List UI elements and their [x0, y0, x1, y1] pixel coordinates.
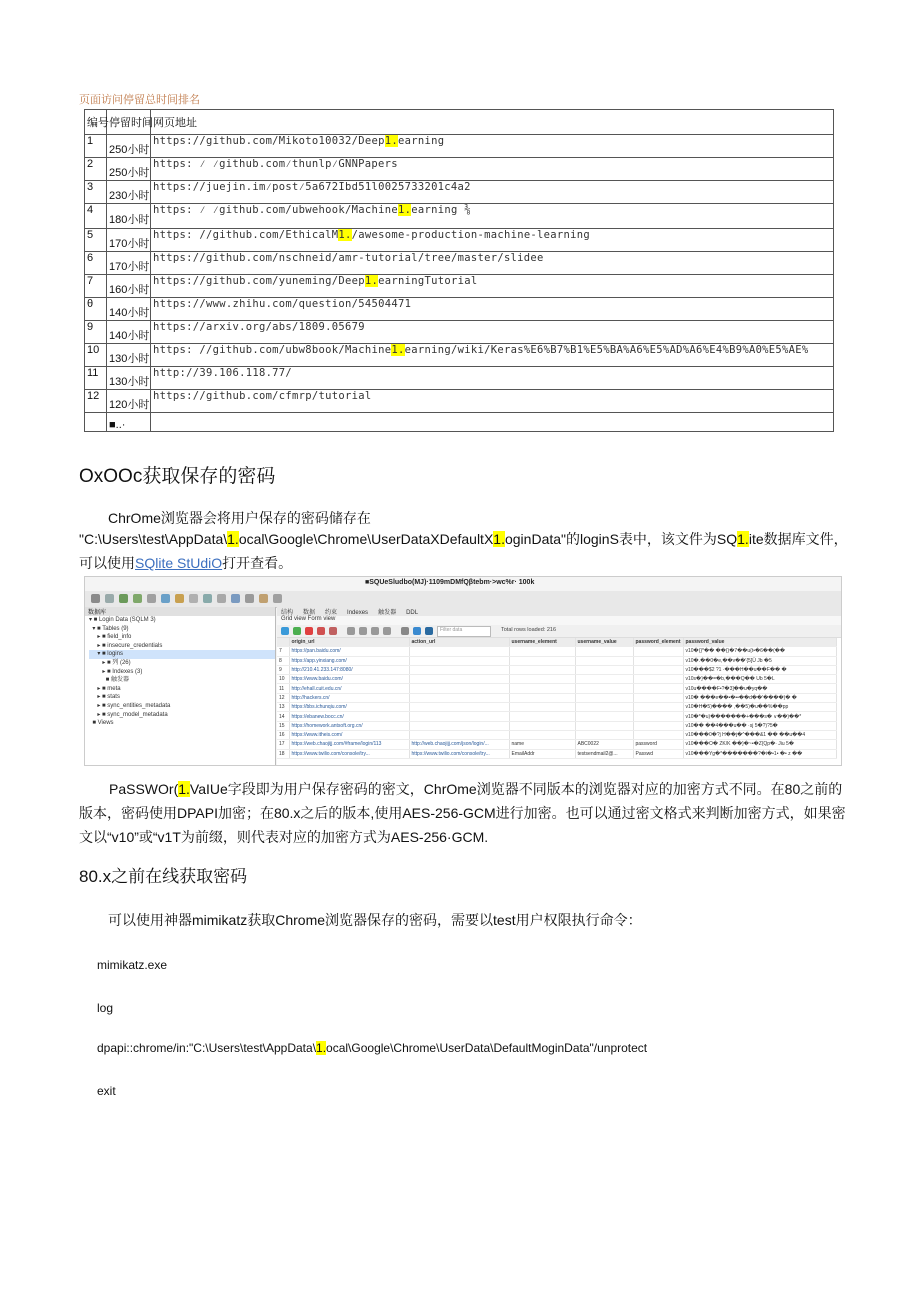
tree-item[interactable]: ▾ ■ Tables (9): [89, 625, 129, 632]
grid-cell[interactable]: v10� ���e��•�••��d��'����)� �: [683, 693, 837, 702]
table-row: [85, 321, 834, 344]
highlight: 1.: [316, 1041, 327, 1055]
grid-cell[interactable]: https://pan.baidu.com/: [289, 647, 409, 656]
grid-cell[interactable]: 8: [277, 656, 289, 665]
page-url: [151, 275, 834, 298]
commit-icon[interactable]: [317, 627, 325, 635]
highlight: 1.: [384, 135, 399, 147]
stay-time: 250小时: [107, 135, 151, 158]
grid-row[interactable]: [277, 703, 837, 712]
grid-cell[interactable]: [409, 656, 509, 665]
sqlite-studio-screenshot: [84, 576, 842, 766]
paragraph-password-value: [79, 777, 849, 849]
toolbar-icon[interactable]: [175, 594, 184, 603]
refresh-icon[interactable]: [281, 627, 289, 635]
grid-cell[interactable]: [575, 693, 633, 702]
grid-cell[interactable]: [633, 675, 683, 684]
url-text: earning ⅜: [411, 204, 471, 216]
page-url: [151, 390, 834, 413]
tree-item[interactable]: ▸ ■ Indexes (3): [89, 668, 143, 675]
grid-row[interactable]: [277, 740, 837, 749]
grid-row[interactable]: [277, 647, 837, 656]
grid-cell[interactable]: [509, 647, 575, 656]
header-time: 停留时间: [107, 110, 151, 135]
toolbar-icon[interactable]: [161, 594, 170, 603]
stay-time: 130小时: [107, 344, 151, 367]
grid-cell[interactable]: v10���Yg�*�������?�i�•1• �• z ��: [683, 749, 837, 758]
delete-row-icon[interactable]: [305, 627, 313, 635]
grid-row[interactable]: [277, 721, 837, 730]
url-text: https://github.com/cfmrp/tutorial: [153, 390, 372, 402]
toolbar-icon[interactable]: [91, 594, 100, 603]
text: ChrOme浏览器会将用户保存的密码储存在: [108, 510, 371, 526]
grid-cell[interactable]: 18: [277, 749, 289, 758]
toolbar-icon[interactable]: [273, 594, 282, 603]
toolbar-icon[interactable]: [217, 594, 226, 603]
url-text: https://github.com/Mikoto10032/Deep: [153, 135, 385, 147]
page-url: [151, 158, 834, 181]
grid-cell[interactable]: [409, 703, 509, 712]
command-line: log: [97, 1001, 114, 1015]
grid-cell[interactable]: [575, 703, 633, 712]
stay-time: 140小时: [107, 298, 151, 321]
url-text: earning: [398, 135, 445, 147]
page-url: [151, 413, 834, 432]
tab[interactable]: Indexes: [347, 610, 369, 616]
text: dpapi::chrome/in:"C:\Users\test\AppData\: [97, 1041, 317, 1055]
page-url: [151, 204, 834, 229]
stay-time: 130小时: [107, 367, 151, 390]
grid-column-header[interactable]: username_value: [575, 638, 633, 647]
url-text: /awesome-production-machine-learning: [351, 229, 591, 241]
stay-time: 180小时: [107, 204, 151, 229]
grid-cell[interactable]: 16: [277, 730, 289, 739]
grid-cell[interactable]: https://www.baidu.com/: [289, 675, 409, 684]
grid-column-header[interactable]: action_url: [409, 638, 509, 647]
toolbar-icon[interactable]: [119, 594, 128, 603]
filter-input[interactable]: Filter data: [437, 626, 491, 637]
tab[interactable]: 触发器: [378, 610, 397, 616]
grid-cell[interactable]: [575, 675, 633, 684]
grid-row[interactable]: [277, 749, 837, 758]
grid-cell[interactable]: http://web.chaojijj.com/json/login/...: [409, 740, 509, 749]
row-number: 12: [85, 390, 107, 413]
stay-time: 160小时: [107, 275, 151, 298]
row-number: 6: [85, 252, 107, 275]
grid-cell[interactable]: [409, 721, 509, 730]
grid-cell[interactable]: [575, 721, 633, 730]
grid-cell[interactable]: http://210.41.233.147:8080/: [289, 665, 409, 674]
highlight: 1.: [397, 204, 412, 216]
grid-cell[interactable]: v10�H�5)���� ,��5)�u��%��pp: [683, 703, 837, 712]
highlight: 1.: [338, 229, 352, 241]
grid-cell[interactable]: 10: [277, 675, 289, 684]
grid-row[interactable]: [277, 665, 837, 674]
grid-cell[interactable]: https://ebanew.bocc.cn/: [289, 712, 409, 721]
grid-cell[interactable]: password: [633, 740, 683, 749]
toolbar-icon[interactable]: [231, 594, 240, 603]
url-text: https: //github.com/EthicalM: [153, 229, 339, 241]
grid-cell[interactable]: EmailAddr: [509, 749, 575, 758]
table-row: [85, 413, 834, 432]
tree-item[interactable]: ▸ ■ meta: [89, 685, 121, 692]
tab[interactable]: 约束: [325, 610, 338, 616]
grid-cell[interactable]: 13: [277, 703, 289, 712]
command-line: mimikatz.exe: [97, 958, 168, 972]
stay-time: 170小时: [107, 229, 151, 252]
grid-column-header[interactable]: origin_url: [289, 638, 409, 647]
row-number: 11: [85, 367, 107, 390]
grid-cell[interactable]: name: [509, 740, 575, 749]
page-url: [151, 321, 834, 344]
table-row: [85, 181, 834, 204]
page-url: [151, 298, 834, 321]
url-text: https: //github.com/ubw8book/Machine: [153, 344, 392, 356]
text: PaSSWOr(: [109, 781, 179, 797]
url-text: http://39.106.118.77/: [153, 367, 293, 379]
table-row: [85, 135, 834, 158]
grid-header-row: [277, 638, 837, 647]
table-row: [85, 229, 834, 252]
page-url: [151, 229, 834, 252]
grid-cell[interactable]: https://www.twilio.com/console/try...: [289, 749, 409, 758]
grid-cell[interactable]: [633, 665, 683, 674]
table-row: [85, 252, 834, 275]
section-heading-get-password: OxOOc获取保存的密码: [79, 466, 276, 487]
stay-time: ■..·: [107, 413, 151, 432]
grid-cell[interactable]: 15: [277, 721, 289, 730]
tree-item[interactable]: ▸ ■ field_info: [89, 634, 132, 641]
text: ite数据库文件，可以使用: [79, 531, 848, 571]
last-page-icon[interactable]: [383, 627, 391, 635]
command-line: [97, 1041, 647, 1055]
stay-time: 120小时: [107, 390, 151, 413]
table-header-row: [85, 110, 834, 135]
tab-bar: [277, 607, 841, 616]
grid-cell[interactable]: [633, 721, 683, 730]
highlight: 1.: [391, 344, 405, 356]
grid-cell[interactable]: 17: [277, 740, 289, 749]
grid-cell[interactable]: [409, 712, 509, 721]
grid-cell[interactable]: [575, 730, 633, 739]
grid-cell[interactable]: [409, 730, 509, 739]
table-caption: 页面访问停留总时间排名: [79, 94, 200, 106]
highlight: 1.: [737, 531, 749, 547]
view-tabs[interactable]: Grid view Form view: [277, 616, 841, 625]
grid-cell[interactable]: [509, 703, 575, 712]
visit-ranking-table: [84, 109, 834, 432]
row-number: 1: [85, 135, 107, 158]
row-number: 7: [85, 275, 107, 298]
header-url: 网页地址: [151, 110, 834, 135]
grid-cell[interactable]: 12: [277, 693, 289, 702]
grid-cell[interactable]: v10u����F•?�3]��u�yq��: [683, 684, 837, 693]
grid-cell[interactable]: https://www.itheis.com/: [289, 730, 409, 739]
grid-cell[interactable]: http://ehall.cuit.edu.cn/: [289, 684, 409, 693]
grid-cell[interactable]: [509, 665, 575, 674]
stay-time: 140小时: [107, 321, 151, 344]
text: "C:\Users\test\AppData\: [79, 531, 228, 547]
grid-cell[interactable]: 11: [277, 684, 289, 693]
row-number: 5: [85, 229, 107, 252]
grid-cell[interactable]: [633, 703, 683, 712]
panel-title: 数据库: [85, 607, 275, 616]
url-text: https://juejin.im⁄post⁄5a672Ibd51l0025733201c4a2: [153, 181, 471, 193]
grid-cell[interactable]: [575, 665, 633, 674]
grid-cell[interactable]: https://www.twilio.com/console/try...: [409, 749, 509, 758]
grid-cell[interactable]: [633, 693, 683, 702]
toolbar-icon[interactable]: [259, 594, 268, 603]
header-no: 编号: [85, 110, 107, 135]
grid-cell[interactable]: [409, 675, 509, 684]
row-number: 10: [85, 344, 107, 367]
tab[interactable]: 结构: [281, 610, 294, 616]
grid-cell[interactable]: v10���0�?j H��j�^���&1 �� ��u��4: [683, 730, 837, 739]
tree-item[interactable]: ▾ ■ Login Data (SQLM 3): [89, 617, 156, 623]
page-url: [151, 344, 834, 367]
grid-row[interactable]: [277, 712, 837, 721]
next-page-icon[interactable]: [371, 627, 379, 635]
grid-column-header[interactable]: password_element: [633, 638, 683, 647]
text: ocal\Google\Chrome\UserDataXDefaultX: [238, 531, 494, 547]
grid-cell[interactable]: [575, 656, 633, 665]
tree-item[interactable]: ▸ ■ sync_model_metadata: [89, 711, 168, 718]
row-number: 2: [85, 158, 107, 181]
grid-cell[interactable]: [633, 712, 683, 721]
grid-row[interactable]: [277, 656, 837, 665]
add-row-icon[interactable]: [293, 627, 301, 635]
export-icon[interactable]: [401, 627, 409, 635]
toolbar-icon[interactable]: [133, 594, 142, 603]
grid-row[interactable]: [277, 730, 837, 739]
stay-time: 250小时: [107, 158, 151, 181]
url-text: https://github.com/yuneming/Deep: [153, 275, 365, 287]
database-panel: [85, 607, 276, 765]
command-line: exit: [97, 1084, 116, 1098]
rollback-icon[interactable]: [329, 627, 337, 635]
grid-cell[interactable]: [633, 684, 683, 693]
filter-icon[interactable]: [413, 627, 421, 635]
grid-row[interactable]: [277, 675, 837, 684]
tree-item[interactable]: ▾ ■ logins: [89, 650, 275, 659]
grid-cell[interactable]: [509, 712, 575, 721]
grid-cell[interactable]: [575, 647, 633, 656]
total-rows: Total rows loaded: 216: [501, 627, 557, 633]
tree-item[interactable]: ▸ ■ sync_entities_metadata: [89, 702, 171, 709]
grid-toolbar: [277, 625, 841, 638]
grid-cell[interactable]: http://hackers.cn/: [289, 693, 409, 702]
stay-time: 230小时: [107, 181, 151, 204]
grid-cell[interactable]: v10���O� ZK/K ��}�~•�Z{Qp�· Jiu 5�: [683, 740, 837, 749]
grid-cell[interactable]: Passwd: [633, 749, 683, 758]
grid-column-header[interactable]: [277, 638, 289, 647]
highlight: 1.: [493, 531, 505, 547]
grid-cell[interactable]: [575, 684, 633, 693]
grid-cell[interactable]: https://web.chaojijj.com/#frame/login/113: [289, 740, 409, 749]
toolbar-icon[interactable]: [203, 594, 212, 603]
grid-cell[interactable]: https://app.yinxiang.com/: [289, 656, 409, 665]
url-text: earning/wiki/Keras%E6%B7%B1%E5%BA%A6%E5%AD%A6%E4%B9%A0%E5%AE%: [404, 344, 809, 356]
row-number: 9: [85, 321, 107, 344]
tree-item[interactable]: ▸ ■ stats: [89, 694, 120, 701]
url-text: https://github.com/nschneid/amr-tutorial/tree/master/slidee: [153, 252, 544, 264]
table-row: [85, 367, 834, 390]
tree-item[interactable]: ▸ ■ 列 (26): [89, 659, 131, 666]
tab[interactable]: DDL: [406, 610, 419, 616]
table-row: [85, 204, 834, 229]
highlight: 1.: [178, 781, 190, 797]
row-number: 4: [85, 204, 107, 229]
grid-cell[interactable]: 14: [277, 712, 289, 721]
grid-cell[interactable]: https://homework.antsoft.org.cn/: [289, 721, 409, 730]
tree-item[interactable]: ■ Views: [89, 720, 114, 727]
grid-cell[interactable]: [509, 693, 575, 702]
grid-cell[interactable]: [409, 665, 509, 674]
database-tree: [85, 616, 275, 728]
tree-item[interactable]: ▸ ■ insecure_credentials: [89, 642, 163, 649]
grid-cell[interactable]: v10s�}��=�b,���Q�� Ub 5�L: [683, 675, 837, 684]
toolbar-icon[interactable]: [105, 594, 114, 603]
grid-cell[interactable]: [575, 712, 633, 721]
grid-cell[interactable]: 7: [277, 647, 289, 656]
grid-cell[interactable]: [409, 693, 509, 702]
grid-cell[interactable]: [509, 684, 575, 693]
grid-cell[interactable]: [509, 730, 575, 739]
grid-cell[interactable]: [409, 684, 509, 693]
grid-cell[interactable]: [633, 656, 683, 665]
row-number: [85, 413, 107, 432]
url-text: https: ⁄ ⁄github.com⁄thunlp⁄GNNPapers: [153, 158, 398, 170]
toolbar-icon[interactable]: [189, 594, 198, 603]
text: 打开查看。: [222, 555, 293, 571]
grid-cell[interactable]: ABC0022: [575, 740, 633, 749]
table-row: [85, 158, 834, 181]
search-icon[interactable]: [425, 627, 433, 635]
row-number: θ: [85, 298, 107, 321]
grid-cell[interactable]: v10�.��0�e,��v��'{5]Ü Jb �5: [683, 656, 837, 665]
toolbar-icon[interactable]: [147, 594, 156, 603]
grid-cell[interactable]: [509, 656, 575, 665]
grid-column-header[interactable]: password_value: [683, 638, 837, 647]
prev-page-icon[interactable]: [359, 627, 367, 635]
paragraph-mimikatz: 可以使用神器mimikatz获取Chrome浏览器保存的密码，需要以test用户权限执行命令：: [108, 912, 642, 928]
section-heading-online: 80.x之前在线获取密码: [79, 867, 248, 886]
grid-cell[interactable]: [509, 675, 575, 684]
grid-cell[interactable]: [633, 730, 683, 739]
grid-cell[interactable]: v10���$2 ?1 ·���H��u��F�� �: [683, 665, 837, 674]
text: oginData"的loginS表中，该文件为SQ: [504, 531, 738, 547]
grid-cell[interactable]: [509, 721, 575, 730]
login-data-grid: [277, 638, 837, 759]
sqlite-studio-link[interactable]: SQlite StUdiO: [135, 555, 223, 571]
table-row: [85, 390, 834, 413]
highlight: 1.: [364, 275, 379, 287]
data-panel: [277, 607, 841, 765]
table-row: [85, 275, 834, 298]
grid-cell[interactable]: v10�(}*�� ��{)�7��u{t•�6��(��: [683, 647, 837, 656]
table-row: [85, 298, 834, 321]
highlight: 1.: [227, 531, 239, 547]
stay-time: 170小时: [107, 252, 151, 275]
toolbar: [85, 591, 841, 608]
paragraph-login-data-path: [79, 527, 849, 575]
grid-row[interactable]: [277, 684, 837, 693]
grid-row[interactable]: [277, 693, 837, 702]
tab[interactable]: 数据: [303, 610, 316, 616]
grid-cell[interactable]: v10�*�u)�������+���s� ∨��)��*: [683, 712, 837, 721]
first-page-icon[interactable]: [347, 627, 355, 635]
grid-cell[interactable]: [633, 647, 683, 656]
page-url: [151, 252, 834, 275]
url-text: https: ⁄ ⁄github.com/ubwehook/Machine: [153, 204, 398, 216]
grid-cell[interactable]: 9: [277, 665, 289, 674]
tree-item[interactable]: ■ 触发器: [89, 677, 129, 684]
grid-cell[interactable]: [409, 647, 509, 656]
url-text: earningTutorial: [378, 275, 478, 287]
toolbar-icon[interactable]: [245, 594, 254, 603]
grid-cell[interactable]: https://bbs.ichunqiu.com/: [289, 703, 409, 712]
text: VaIUe字段即为用户保存密码的密文，ChrOme浏览器不同版本的浏览器对应的加密方式不同。在80之前的版本，密码使用DPAPI加密；在80.x之后的版本,使用AES-256-GCM进行加密。也可以通过密文格式来判断加密方式，如果密文以“v10”或“v1T为前缀，则代表对应的加密方式为AES-256·GCM.: [79, 781, 846, 845]
url-text: https://arxiv.org/abs/1809.05679: [153, 321, 365, 333]
row-number: 3: [85, 181, 107, 204]
table-row: [85, 344, 834, 367]
grid-cell[interactable]: v10�� ��4���u�� ·sj 5�?)?5�: [683, 721, 837, 730]
page-url: [151, 181, 834, 204]
grid-column-header[interactable]: username_element: [509, 638, 575, 647]
text: ocal\Google\Chrome\UserData\DefaultMoginData"/unprotect: [326, 1041, 648, 1055]
window-title: ■SQUeSludbo(MJ)·1109mDMfQβtebm·>wc%r· 100k: [365, 579, 535, 586]
grid-cell[interactable]: testsendmail2@...: [575, 749, 633, 758]
url-text: https://www.zhihu.com/question/54504471: [153, 298, 412, 310]
page-url: [151, 367, 834, 390]
page-url: [151, 135, 834, 158]
